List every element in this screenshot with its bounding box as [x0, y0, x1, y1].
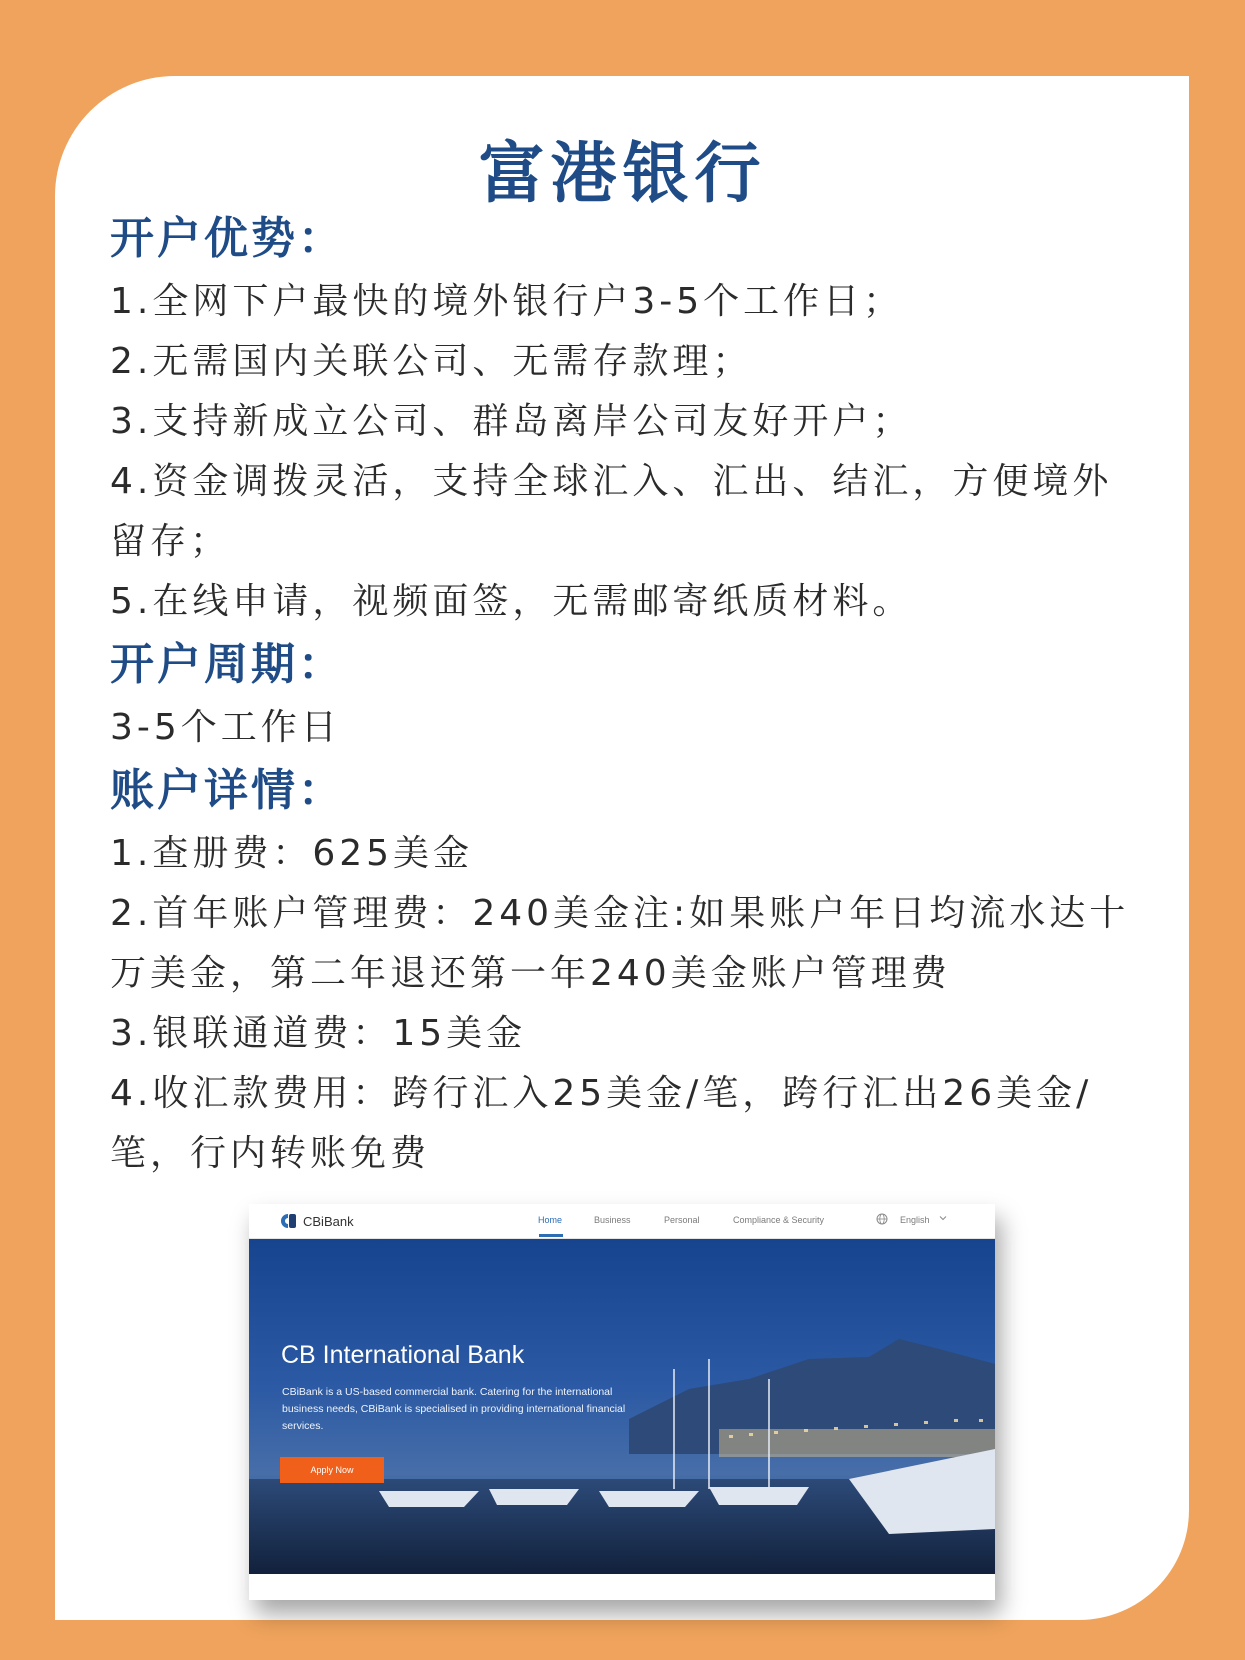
advantage-line: 2.无需国内关联公司、无需存款理；	[110, 341, 753, 382]
cbibank-logo-icon	[279, 1213, 297, 1229]
detail-line: 2.首年账户管理费：240美金注:如果账户年日均流水达十	[110, 893, 1130, 934]
site-navbar	[249, 1204, 995, 1239]
advantage-line: 4.资金调拨灵活，支持全球汇入、汇出、结汇，方便境外	[110, 461, 1113, 502]
section-heading-details: 账户详情：	[110, 765, 345, 816]
section-heading-period: 开户周期：	[110, 639, 345, 690]
detail-line: 万美金，第二年退还第一年240美金账户管理费	[110, 953, 951, 994]
screenshot-bottom-strip	[249, 1574, 995, 1600]
apply-now-button[interactable]: Apply Now	[280, 1457, 384, 1483]
period-line: 3-5个工作日	[110, 707, 341, 748]
chevron-down-icon	[939, 1214, 947, 1224]
nav-home[interactable]: Home	[538, 1215, 563, 1225]
detail-line: 笔，行内转账免费	[110, 1133, 431, 1174]
page-title: 富港银行	[478, 135, 767, 212]
language-select[interactable]: English	[900, 1215, 930, 1225]
detail-line: 4.收汇款费用：跨行汇入25美金/笔，跨行汇出26美金/	[110, 1073, 1093, 1114]
bank-website-screenshot	[249, 1204, 995, 1600]
site-logo[interactable]	[279, 1213, 354, 1229]
main-content	[110, 206, 1160, 1184]
nav-compliance-security[interactable]: Compliance & Security	[733, 1215, 825, 1225]
advantage-line: 5.在线申请，视频面签，无需邮寄纸质材料。	[110, 581, 913, 622]
nav-personal[interactable]: Personal	[664, 1215, 700, 1225]
advantage-line: 留存；	[110, 521, 231, 562]
hero-title: CB International Bank	[281, 1341, 525, 1369]
nav-business[interactable]: Business	[594, 1215, 631, 1225]
advantage-line: 3.支持新成立公司、群岛离岸公司友好开户；	[110, 401, 913, 442]
advantage-line: 1.全网下户最快的境外银行户3-5个工作日；	[110, 281, 904, 322]
globe-icon	[876, 1213, 888, 1227]
active-tab-indicator	[539, 1234, 563, 1237]
logo-text: CBiBank	[303, 1213, 354, 1229]
hero-description: CBiBank is a US-based commercial bank. Catering for the international business needs, CBiBank is specialised in providing international financial services.	[282, 1386, 626, 1432]
detail-line: 3.银联通道费：15美金	[110, 1013, 527, 1054]
detail-line: 1.查册费：625美金	[110, 833, 474, 874]
hero-banner	[249, 1239, 995, 1574]
section-heading-advantages: 开户优势：	[110, 213, 345, 264]
